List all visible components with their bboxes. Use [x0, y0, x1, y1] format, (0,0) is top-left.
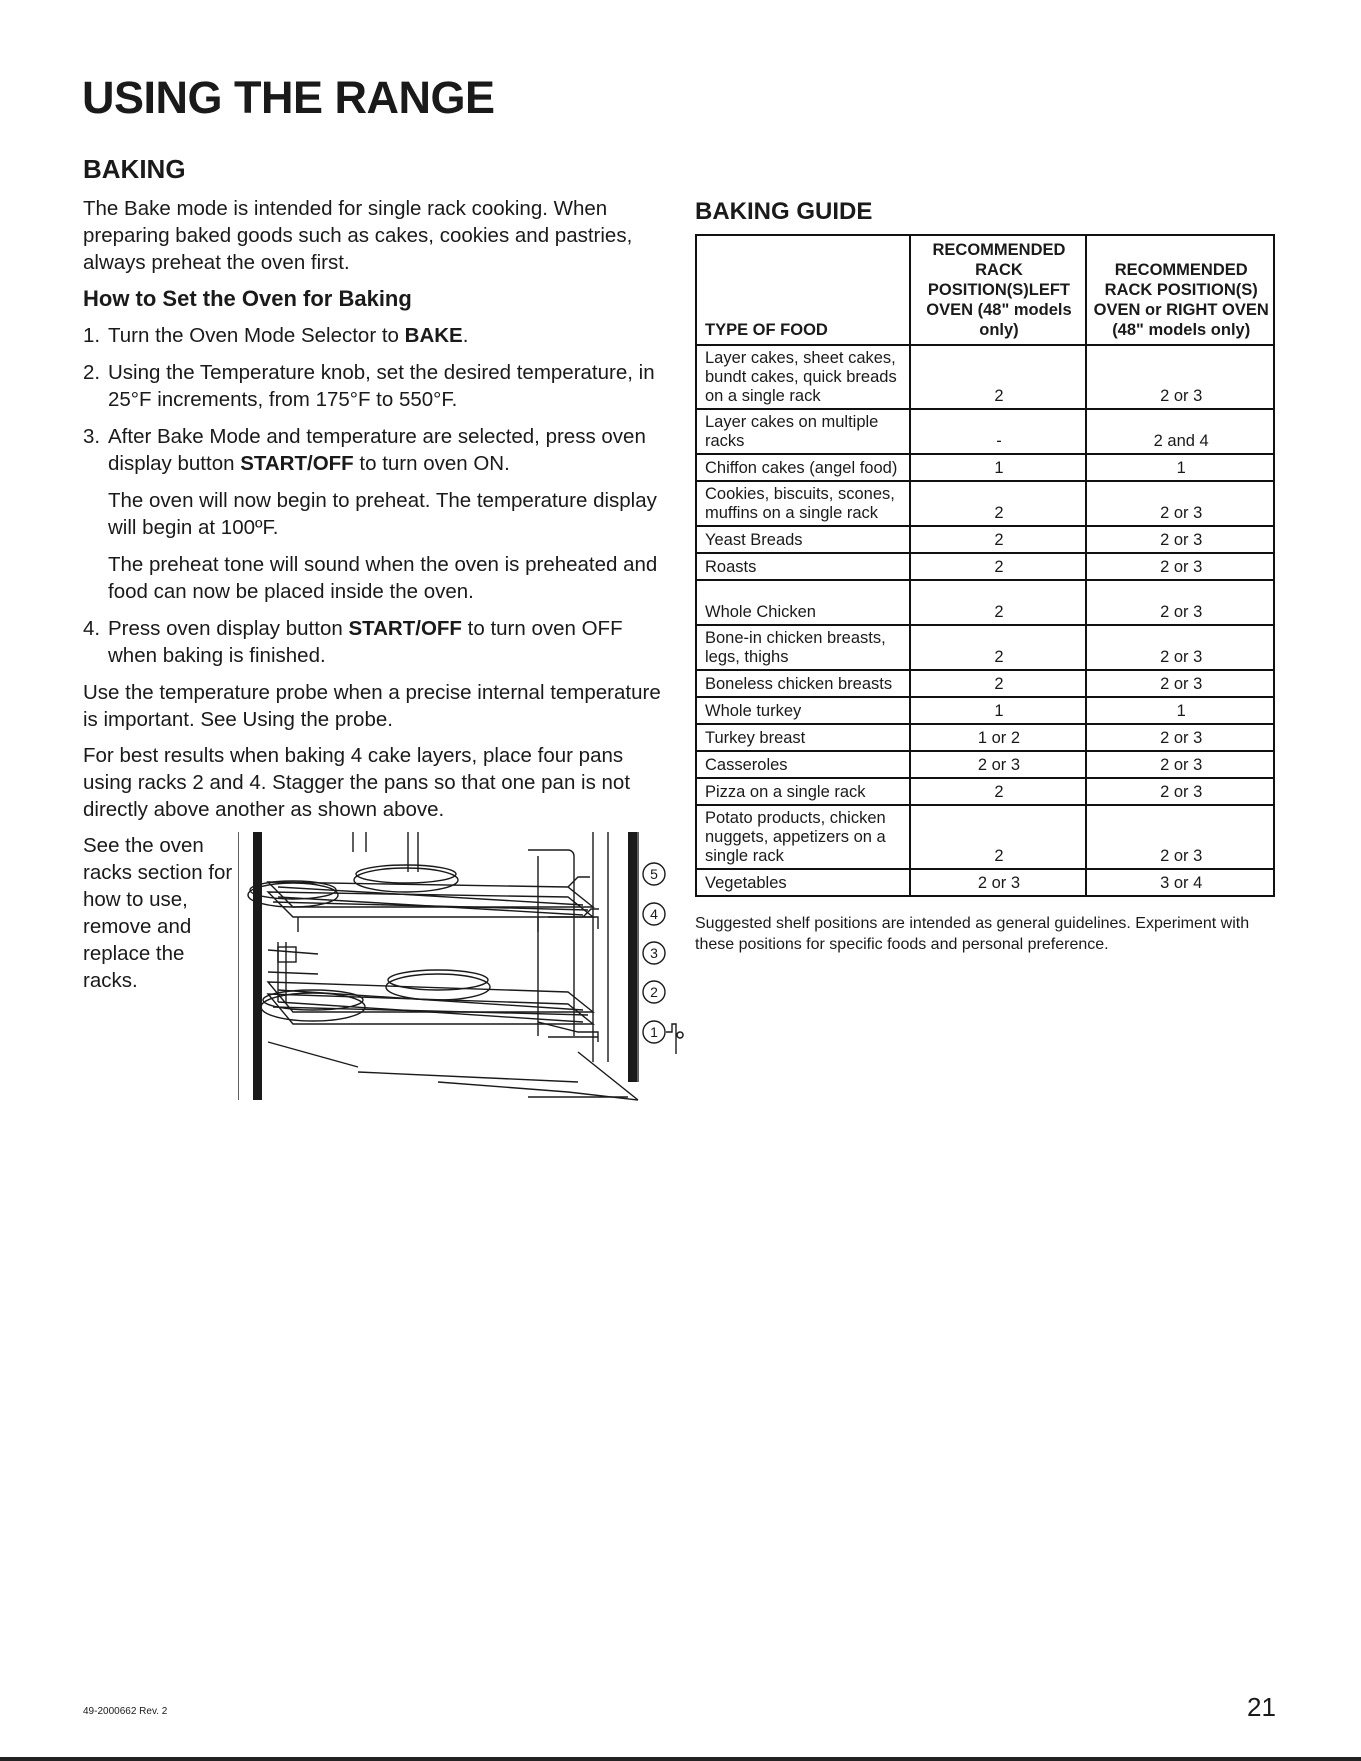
step-text-part: .: [462, 324, 469, 347]
right-oven-rack-cell: 2 or 3: [1086, 580, 1274, 625]
right-oven-rack-cell: 2 or 3: [1086, 625, 1274, 670]
guide-footnote: Suggested shelf positions are intended as general guidelines. Experiment with these positions for specific foods and personal preference.: [695, 915, 1250, 953]
preheat-note: The oven will now begin to preheat. The temperature display will begin at 100ºF.: [108, 489, 657, 539]
right-oven-rack-cell: 3 or 4: [1086, 869, 1274, 896]
page-title: USING THE RANGE: [82, 72, 495, 123]
food-cell: Turkey breast: [696, 724, 910, 751]
food-cell: Whole Chicken: [696, 580, 910, 625]
step-text-part: to turn oven OFF when baking is finished.: [108, 617, 623, 667]
step-4: [83, 615, 673, 669]
step-text-bold: BAKE: [404, 324, 463, 347]
right-oven-rack-cell: 2 or 3: [1086, 724, 1274, 751]
table-row: [696, 751, 1274, 778]
food-cell: Boneless chicken breasts: [696, 670, 910, 697]
left-oven-rack-cell: -: [910, 409, 1087, 454]
right-oven-rack-cell: 2 or 3: [1086, 805, 1274, 869]
right-oven-rack-cell: 2 or 3: [1086, 670, 1274, 697]
step-text-bold: START/OFF: [240, 452, 354, 475]
left-oven-rack-cell: 2: [910, 580, 1087, 625]
right-oven-rack-cell: 1: [1086, 697, 1274, 724]
baking-guide-table: [695, 234, 1275, 897]
left-oven-rack-cell: 2: [910, 553, 1087, 580]
left-oven-rack-cell: 2: [910, 526, 1087, 553]
step-text-part: Turn the Oven Mode Selector to: [108, 324, 405, 347]
rack-label-1: 1: [650, 1024, 658, 1040]
left-oven-rack-cell: 1 or 2: [910, 724, 1087, 751]
step-text-part: After Bake Mode and temperature are selected, press oven display button: [108, 425, 646, 475]
rack-label-5: 5: [650, 866, 658, 882]
right-oven-rack-cell: 2 or 3: [1086, 751, 1274, 778]
food-cell: Roasts: [696, 553, 910, 580]
table-row: [696, 526, 1274, 553]
food-cell: Casseroles: [696, 751, 910, 778]
step-text: [108, 423, 673, 477]
right-oven-rack-cell: 2 or 3: [1086, 778, 1274, 805]
step-text: [108, 322, 468, 349]
food-cell: Bone-in chicken breasts, legs, thighs: [696, 625, 910, 670]
baking-intro: The Bake mode is intended for single rack cooking. When preparing baked goods such as cakes, cookies and pastries, always preheat the oven first.: [83, 197, 633, 274]
baking-section: [83, 154, 673, 1102]
food-cell: Yeast Breads: [696, 526, 910, 553]
step-2: [83, 359, 673, 413]
column-header-right-oven: RECOMMENDED RACK POSITION(S) OVEN or RIGHT OVEN (48" models only): [1086, 235, 1274, 345]
step-text-bold: START/OFF: [348, 617, 462, 640]
left-oven-rack-cell: 2 or 3: [910, 869, 1087, 896]
cake-layers-note: For best results when baking 4 cake layers, place four pans using racks 2 and 4. Stagger the pans so that one pan is not directly above another as shown above.: [83, 744, 631, 821]
food-cell: Vegetables: [696, 869, 910, 896]
howto-heading: How to Set the Oven for Baking: [83, 286, 412, 311]
rack-label-2: 2: [650, 984, 658, 1000]
left-oven-rack-cell: 2: [910, 481, 1087, 526]
food-cell: Layer cakes, sheet cakes, bundt cakes, quick breads on a single rack: [696, 345, 910, 409]
rack-label-4: 4: [650, 906, 658, 922]
table-row: [696, 553, 1274, 580]
step-text: [108, 615, 673, 669]
table-row: [696, 481, 1274, 526]
step-1: [83, 322, 673, 349]
rack-section: [83, 832, 673, 1102]
food-cell: Whole turkey: [696, 697, 910, 724]
step-text-part: Press oven display button: [108, 617, 349, 640]
table-body: [696, 345, 1274, 896]
table-row: [696, 454, 1274, 481]
oven-rack-illustration: [238, 832, 753, 1102]
column-header-left-oven: RECOMMENDED RACK POSITION(S)LEFT OVEN (48" models only): [910, 235, 1087, 345]
right-oven-rack-cell: 1: [1086, 454, 1274, 481]
baking-guide-heading: BAKING GUIDE: [695, 198, 873, 225]
right-oven-rack-cell: 2 or 3: [1086, 553, 1274, 580]
right-oven-rack-cell: 2 or 3: [1086, 481, 1274, 526]
step-number: 3.: [83, 425, 101, 448]
food-cell: Chiffon cakes (angel food): [696, 454, 910, 481]
table-row: [696, 345, 1274, 409]
table-row: [696, 697, 1274, 724]
step-number: 4.: [83, 617, 101, 640]
food-cell: Layer cakes on multiple racks: [696, 409, 910, 454]
step-text-part: to turn oven ON.: [353, 452, 510, 475]
left-oven-rack-cell: 2 or 3: [910, 751, 1087, 778]
left-oven-rack-cell: 1: [910, 697, 1087, 724]
preheat-tone-note: The preheat tone will sound when the oven is preheated and food can now be placed inside the oven.: [108, 553, 658, 603]
column-header-food: TYPE OF FOOD: [696, 235, 910, 345]
left-oven-rack-cell: 2: [910, 670, 1087, 697]
left-oven-rack-cell: 1: [910, 454, 1087, 481]
bottom-rule: [0, 1757, 1361, 1761]
step-text: [108, 359, 673, 413]
table-row: [696, 778, 1274, 805]
table-row: [696, 625, 1274, 670]
right-oven-rack-cell: 2 and 4: [1086, 409, 1274, 454]
right-oven-rack-cell: 2 or 3: [1086, 526, 1274, 553]
racks-note: See the oven racks section for how to use, remove and replace the racks.: [83, 834, 233, 992]
page-number: 21: [1247, 1692, 1276, 1722]
rack-label-3: 3: [650, 945, 658, 961]
baking-guide-section: [695, 198, 1275, 955]
table-row: [696, 724, 1274, 751]
document-number: 49-2000662 Rev. 2: [83, 1706, 168, 1717]
table-header-row: [696, 235, 1274, 345]
step-number: 2.: [83, 361, 101, 384]
left-oven-rack-cell: 2: [910, 345, 1087, 409]
table-row: [696, 805, 1274, 869]
table-row: [696, 409, 1274, 454]
left-oven-rack-cell: 2: [910, 625, 1087, 670]
right-oven-rack-cell: 2 or 3: [1086, 345, 1274, 409]
table-row: [696, 580, 1274, 625]
left-oven-rack-cell: 2: [910, 778, 1087, 805]
left-oven-rack-cell: 2: [910, 805, 1087, 869]
step-text-part: Using the Temperature knob, set the desired temperature, in 25°F increments, from 175°F to 550°F.: [108, 361, 655, 411]
food-cell: Potato products, chicken nuggets, appetizers on a single rack: [696, 805, 910, 869]
food-cell: Cookies, biscuits, scones, muffins on a single rack: [696, 481, 910, 526]
table-row: [696, 869, 1274, 896]
probe-note: Use the temperature probe when a precise internal temperature is important. See Using the probe.: [83, 681, 661, 731]
step-number: 1.: [83, 324, 101, 347]
step-3: [83, 423, 673, 477]
table-row: [696, 670, 1274, 697]
baking-heading: BAKING: [83, 154, 186, 184]
food-cell: Pizza on a single rack: [696, 778, 910, 805]
